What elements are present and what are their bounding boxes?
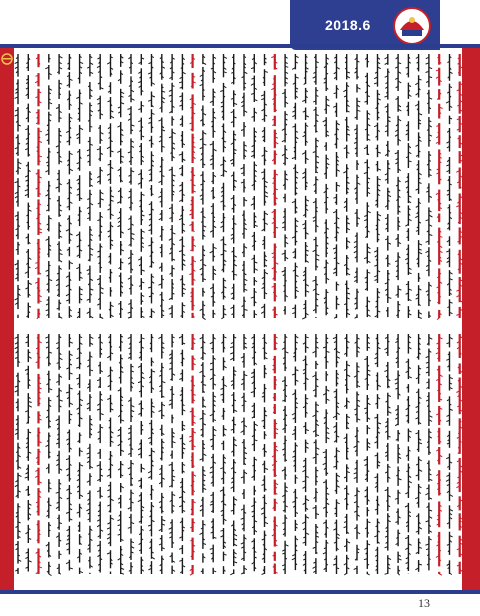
script-tick: [302, 318, 305, 320]
script-tick: [121, 573, 124, 574]
magazine-emblem-icon: [392, 6, 432, 46]
script-tick: [367, 574, 369, 575]
script-tick: [100, 317, 103, 319]
script-tick: [450, 573, 452, 575]
script-tick: [221, 318, 223, 319]
script-tick: [344, 573, 346, 575]
script-tick: [439, 574, 442, 575]
script-tick: [419, 317, 422, 318]
script-tick: [193, 230, 195, 232]
script-tick: [334, 317, 336, 318]
script-tick: [398, 573, 400, 575]
vertical-script-columns: [14, 48, 466, 590]
left-margin-bar: [0, 48, 14, 590]
article-body: [14, 48, 466, 590]
script-tick: [304, 83, 306, 85]
script-tick: [59, 573, 61, 575]
script-tick: [262, 573, 265, 574]
script-tick: [190, 574, 193, 575]
script-tick: [37, 317, 39, 319]
issue-number: 2018.6: [325, 17, 371, 33]
hammer-sickle-icon: [0, 52, 14, 66]
script-tick: [385, 573, 388, 574]
script-tick: [437, 318, 439, 320]
bottom-rule: [0, 590, 480, 594]
script-tick: [203, 318, 206, 320]
script-tick: [49, 574, 52, 576]
page-number: 13: [418, 596, 430, 610]
